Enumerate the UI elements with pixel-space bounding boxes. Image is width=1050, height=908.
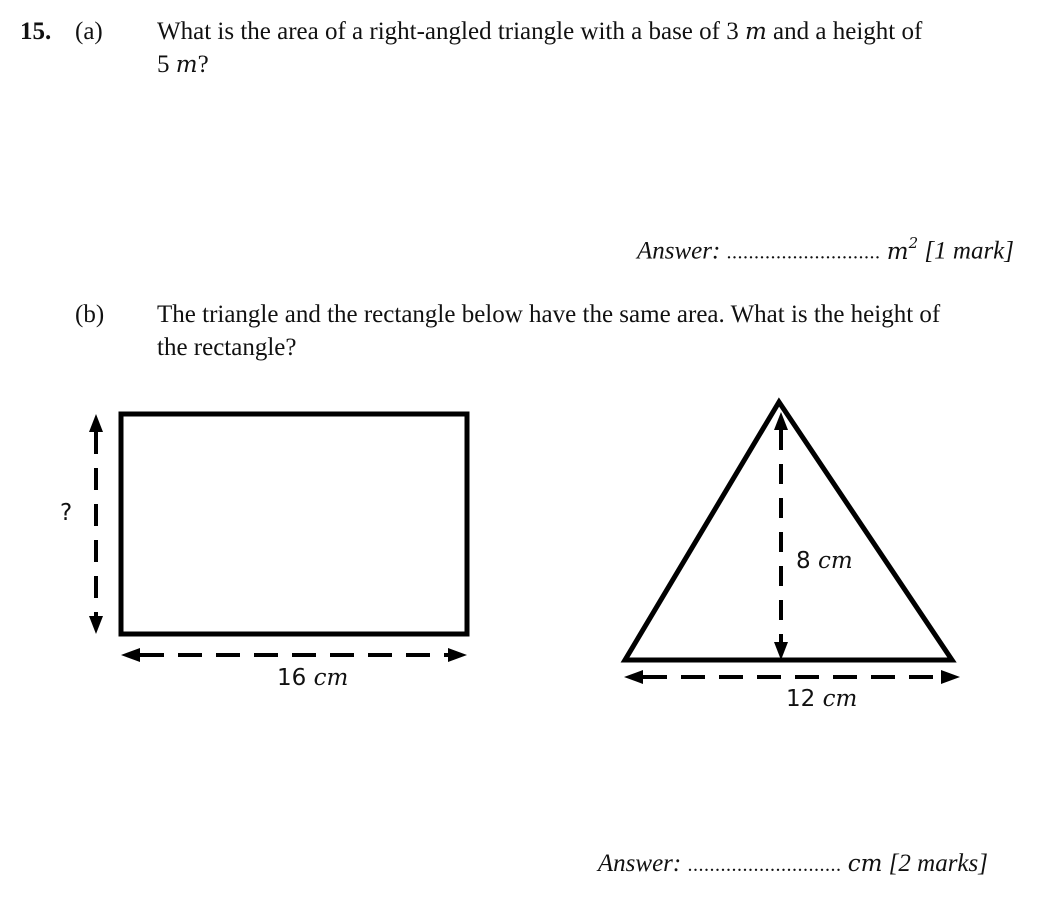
rectangle-width-label bbox=[277, 665, 348, 691]
part-b-answer-marks: [2 marks] bbox=[888, 850, 988, 877]
part-a-line1-prefix: What is the area of a right-angled triangle with a base of 3 bbox=[157, 18, 739, 45]
rectangle-width-unit: cm bbox=[313, 665, 349, 691]
part-b-question-line1: The triangle and the rectangle below have the same area. What is the height of bbox=[157, 301, 941, 328]
part-a-answer-unit-base: m bbox=[886, 238, 909, 265]
part-b-answer-line bbox=[598, 850, 988, 878]
part-a-line2-value: 5 bbox=[157, 51, 170, 78]
triangle-base-unit: cm bbox=[822, 686, 858, 712]
part-b-question-line2: the rectangle? bbox=[157, 334, 297, 361]
triangle-height-value: 8 bbox=[796, 548, 811, 574]
triangle-height-arrow bbox=[774, 412, 788, 660]
part-b-answer-blank[interactable]: ............................ bbox=[687, 854, 842, 876]
part-a-line1-suffix: and a height of bbox=[773, 18, 923, 45]
part-a-answer-label: Answer: bbox=[636, 237, 721, 265]
part-a-line2-suffix: ? bbox=[197, 51, 209, 78]
rectangle-height-arrow bbox=[89, 414, 103, 634]
part-b-answer-label: Answer: bbox=[597, 850, 682, 877]
triangle-height-label bbox=[796, 548, 853, 574]
part-b-answer-unit: cm bbox=[847, 851, 883, 877]
rectangle-width-arrow bbox=[121, 648, 467, 662]
triangle-base-value: 12 bbox=[786, 686, 816, 712]
part-a-line2-unit: m bbox=[175, 52, 198, 78]
part-b-label: (b) bbox=[75, 301, 105, 328]
part-a-label: (a) bbox=[75, 18, 103, 45]
triangle-base-arrow bbox=[624, 670, 960, 684]
part-a-line1-unit: m bbox=[744, 19, 767, 45]
triangle-height-unit: cm bbox=[817, 548, 853, 574]
question-number: 15. bbox=[20, 18, 52, 45]
triangle-base-label bbox=[786, 686, 857, 712]
rectangle-width-value: 16 bbox=[277, 665, 307, 691]
triangle-shape bbox=[625, 402, 952, 660]
part-a-answer-marks: [1 mark] bbox=[924, 237, 1014, 265]
part-a-answer-unit-exponent: 2 bbox=[908, 234, 919, 252]
rectangle-shape bbox=[121, 414, 467, 634]
part-a-answer-blank[interactable]: ............................ bbox=[726, 241, 881, 264]
rectangle-height-label: ? bbox=[60, 500, 73, 526]
